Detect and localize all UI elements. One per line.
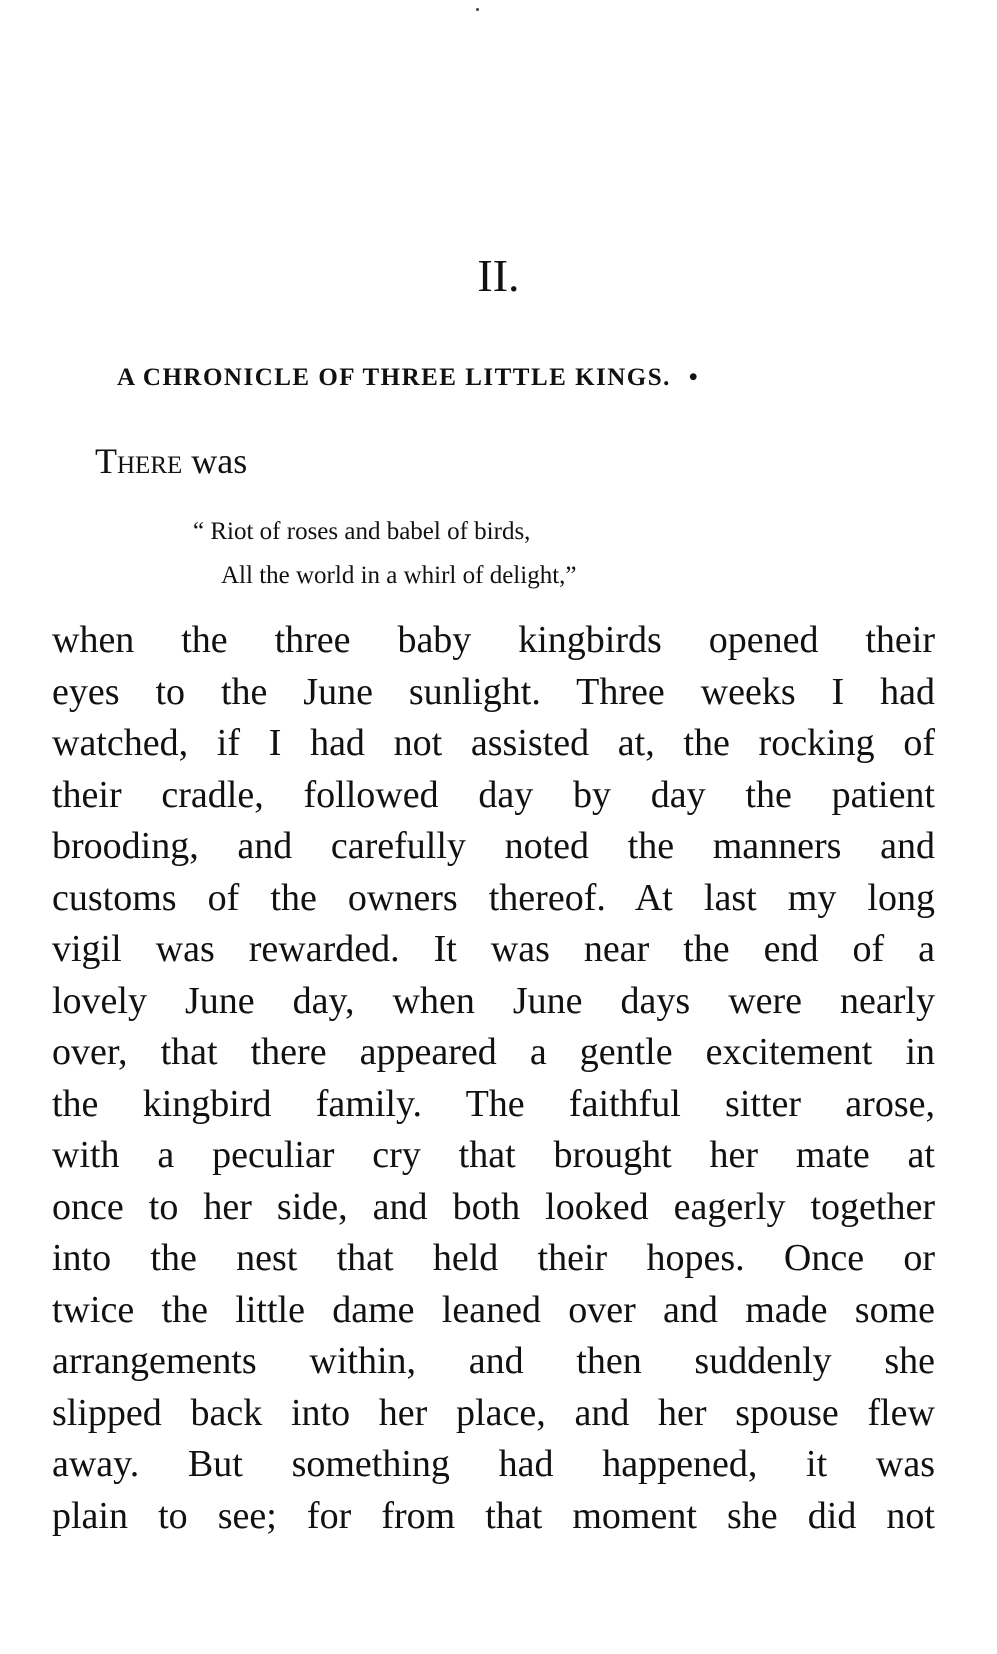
epigraph-line-1: “ Riot of roses and babel of birds,	[193, 518, 531, 545]
chapter-number: II.	[477, 250, 520, 301]
body-line: arrangements within, and then suddenly she	[52, 1340, 935, 1382]
epigraph-line-2: All the world in a whirl of delight,”	[221, 562, 577, 589]
body-paragraph	[52, 615, 935, 1542]
body-line: slipped back into her place, and her spouse flew	[52, 1391, 935, 1434]
epigraph	[193, 510, 576, 598]
body-line: twice the little dame leaned over and made some	[52, 1288, 935, 1331]
body-line: into the nest that held their hopes. Once or	[52, 1237, 935, 1279]
opening-rest: was	[182, 441, 248, 481]
chapter-title-text: A CHRONICLE OF THREE LITTLE KINGS.	[117, 364, 671, 391]
body-line: their cradle, followed day by day the patient	[52, 773, 935, 816]
body-line: plain to see; for from that moment she did not	[52, 1494, 935, 1537]
body-line: vigil was rewarded. It was near the end of a	[52, 928, 935, 970]
body-line: brooding, and carefully noted the manners and	[52, 825, 935, 867]
body-line: with a peculiar cry that brought her mate at	[52, 1134, 935, 1176]
chapter-title-mark: •	[688, 364, 700, 391]
opening-line	[95, 440, 247, 482]
chapter-title	[117, 364, 699, 392]
opening-small-caps: There	[95, 441, 183, 481]
body-line: eyes to the June sunlight. Three weeks I had	[52, 670, 935, 713]
body-line: the kingbird family. The faithful sitter arose,	[52, 1082, 935, 1125]
body-line: over, that there appeared a gentle excitement in	[52, 1031, 935, 1073]
page-speck	[476, 8, 479, 11]
body-line: away. But something had happened, it was	[52, 1443, 935, 1485]
body-line: lovely June day, when June days were nearly	[52, 979, 935, 1022]
body-line: when the three baby kingbirds opened their	[52, 619, 935, 661]
body-line: watched, if I had not assisted at, the rocking of	[52, 722, 935, 764]
body-line: customs of the owners thereof. At last my long	[52, 876, 935, 919]
body-line: once to her side, and both looked eagerly together	[52, 1185, 935, 1228]
